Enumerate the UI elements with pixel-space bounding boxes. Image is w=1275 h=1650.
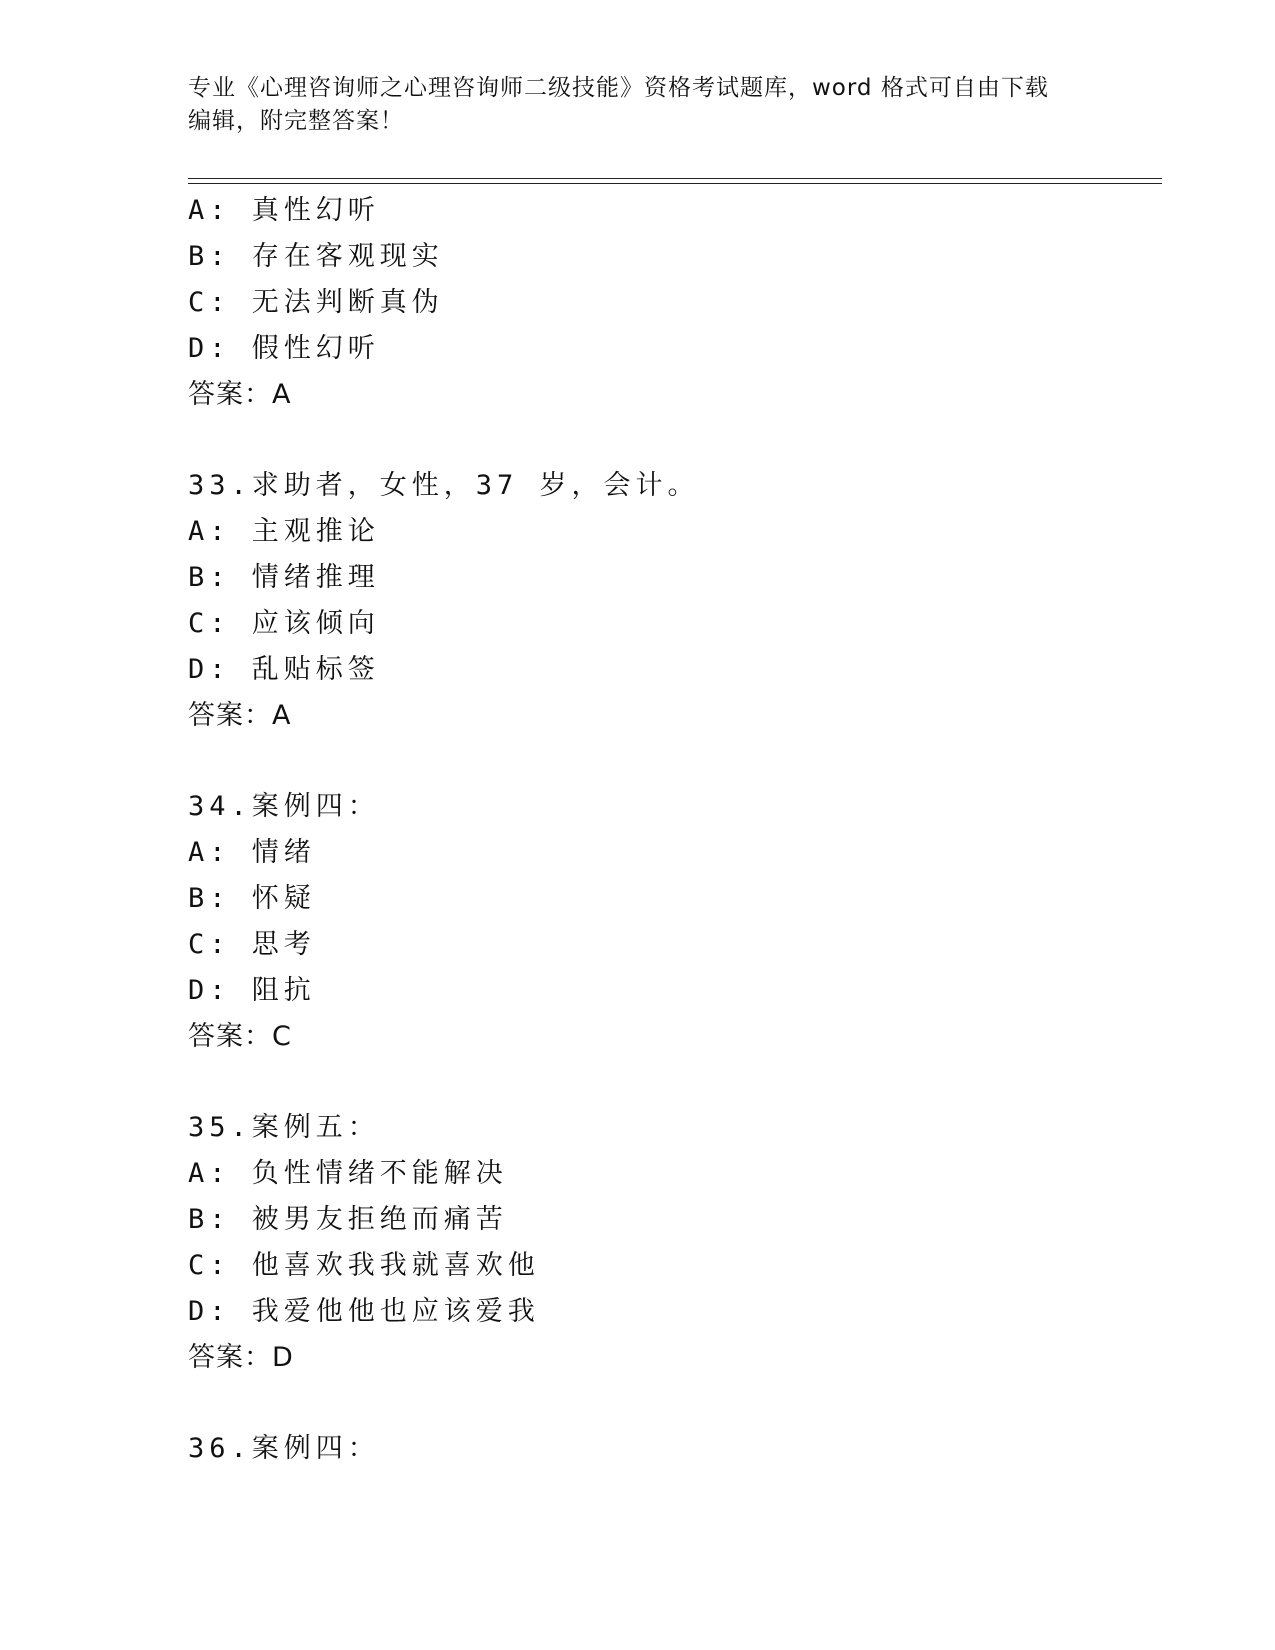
question-33 xyxy=(188,463,1168,739)
question-stem: 34.案例四： xyxy=(188,791,380,822)
option-c: C: 无法判断真伪 xyxy=(188,287,444,318)
option-b: B: 怀疑 xyxy=(188,883,316,914)
option-c: C: 他喜欢我我就喜欢他 xyxy=(188,1250,540,1281)
question-34 xyxy=(188,784,1168,1060)
option-d: D: 我爱他他也应该爱我 xyxy=(188,1296,540,1327)
option-c: C: 应该倾向 xyxy=(188,608,380,639)
option-a: A: 主观推论 xyxy=(188,516,380,547)
question-32 xyxy=(188,188,1168,418)
question-stem: 35.案例五： xyxy=(188,1112,380,1143)
header-divider-top xyxy=(188,178,1162,179)
header-line-2: 编辑，附完整答案！ xyxy=(188,108,404,134)
spacer xyxy=(188,1381,1168,1426)
answer-line: 答案：A xyxy=(188,700,292,731)
question-list xyxy=(188,188,1168,1472)
option-c: C: 思考 xyxy=(188,929,316,960)
option-b: B: 情绪推理 xyxy=(188,562,380,593)
answer-line: 答案：A xyxy=(188,379,292,410)
answer-line: 答案：C xyxy=(188,1021,292,1052)
question-stem: 36.案例四： xyxy=(188,1433,380,1464)
spacer xyxy=(188,1060,1168,1105)
question-36 xyxy=(188,1426,1168,1472)
spacer xyxy=(188,418,1168,463)
option-d: D: 假性幻听 xyxy=(188,333,380,364)
question-stem: 33.求助者，女性，37 岁，会计。 xyxy=(188,470,700,501)
document-header xyxy=(188,72,1088,138)
header-line-1: 专业《心理咨询师之心理咨询师二级技能》资格考试题库，word 格式可自由下载 xyxy=(188,75,1049,101)
option-d: D: 乱贴标签 xyxy=(188,654,380,685)
option-a: A: 情绪 xyxy=(188,837,316,868)
option-a: A: 真性幻听 xyxy=(188,195,380,226)
option-b: B: 被男友拒绝而痛苦 xyxy=(188,1204,508,1235)
option-a: A: 负性情绪不能解决 xyxy=(188,1158,508,1189)
spacer xyxy=(188,739,1168,784)
answer-line: 答案：D xyxy=(188,1342,294,1373)
option-d: D: 阻抗 xyxy=(188,975,316,1006)
question-35 xyxy=(188,1105,1168,1381)
header-divider-bottom xyxy=(188,183,1162,184)
option-b: B: 存在客观现实 xyxy=(188,241,444,272)
